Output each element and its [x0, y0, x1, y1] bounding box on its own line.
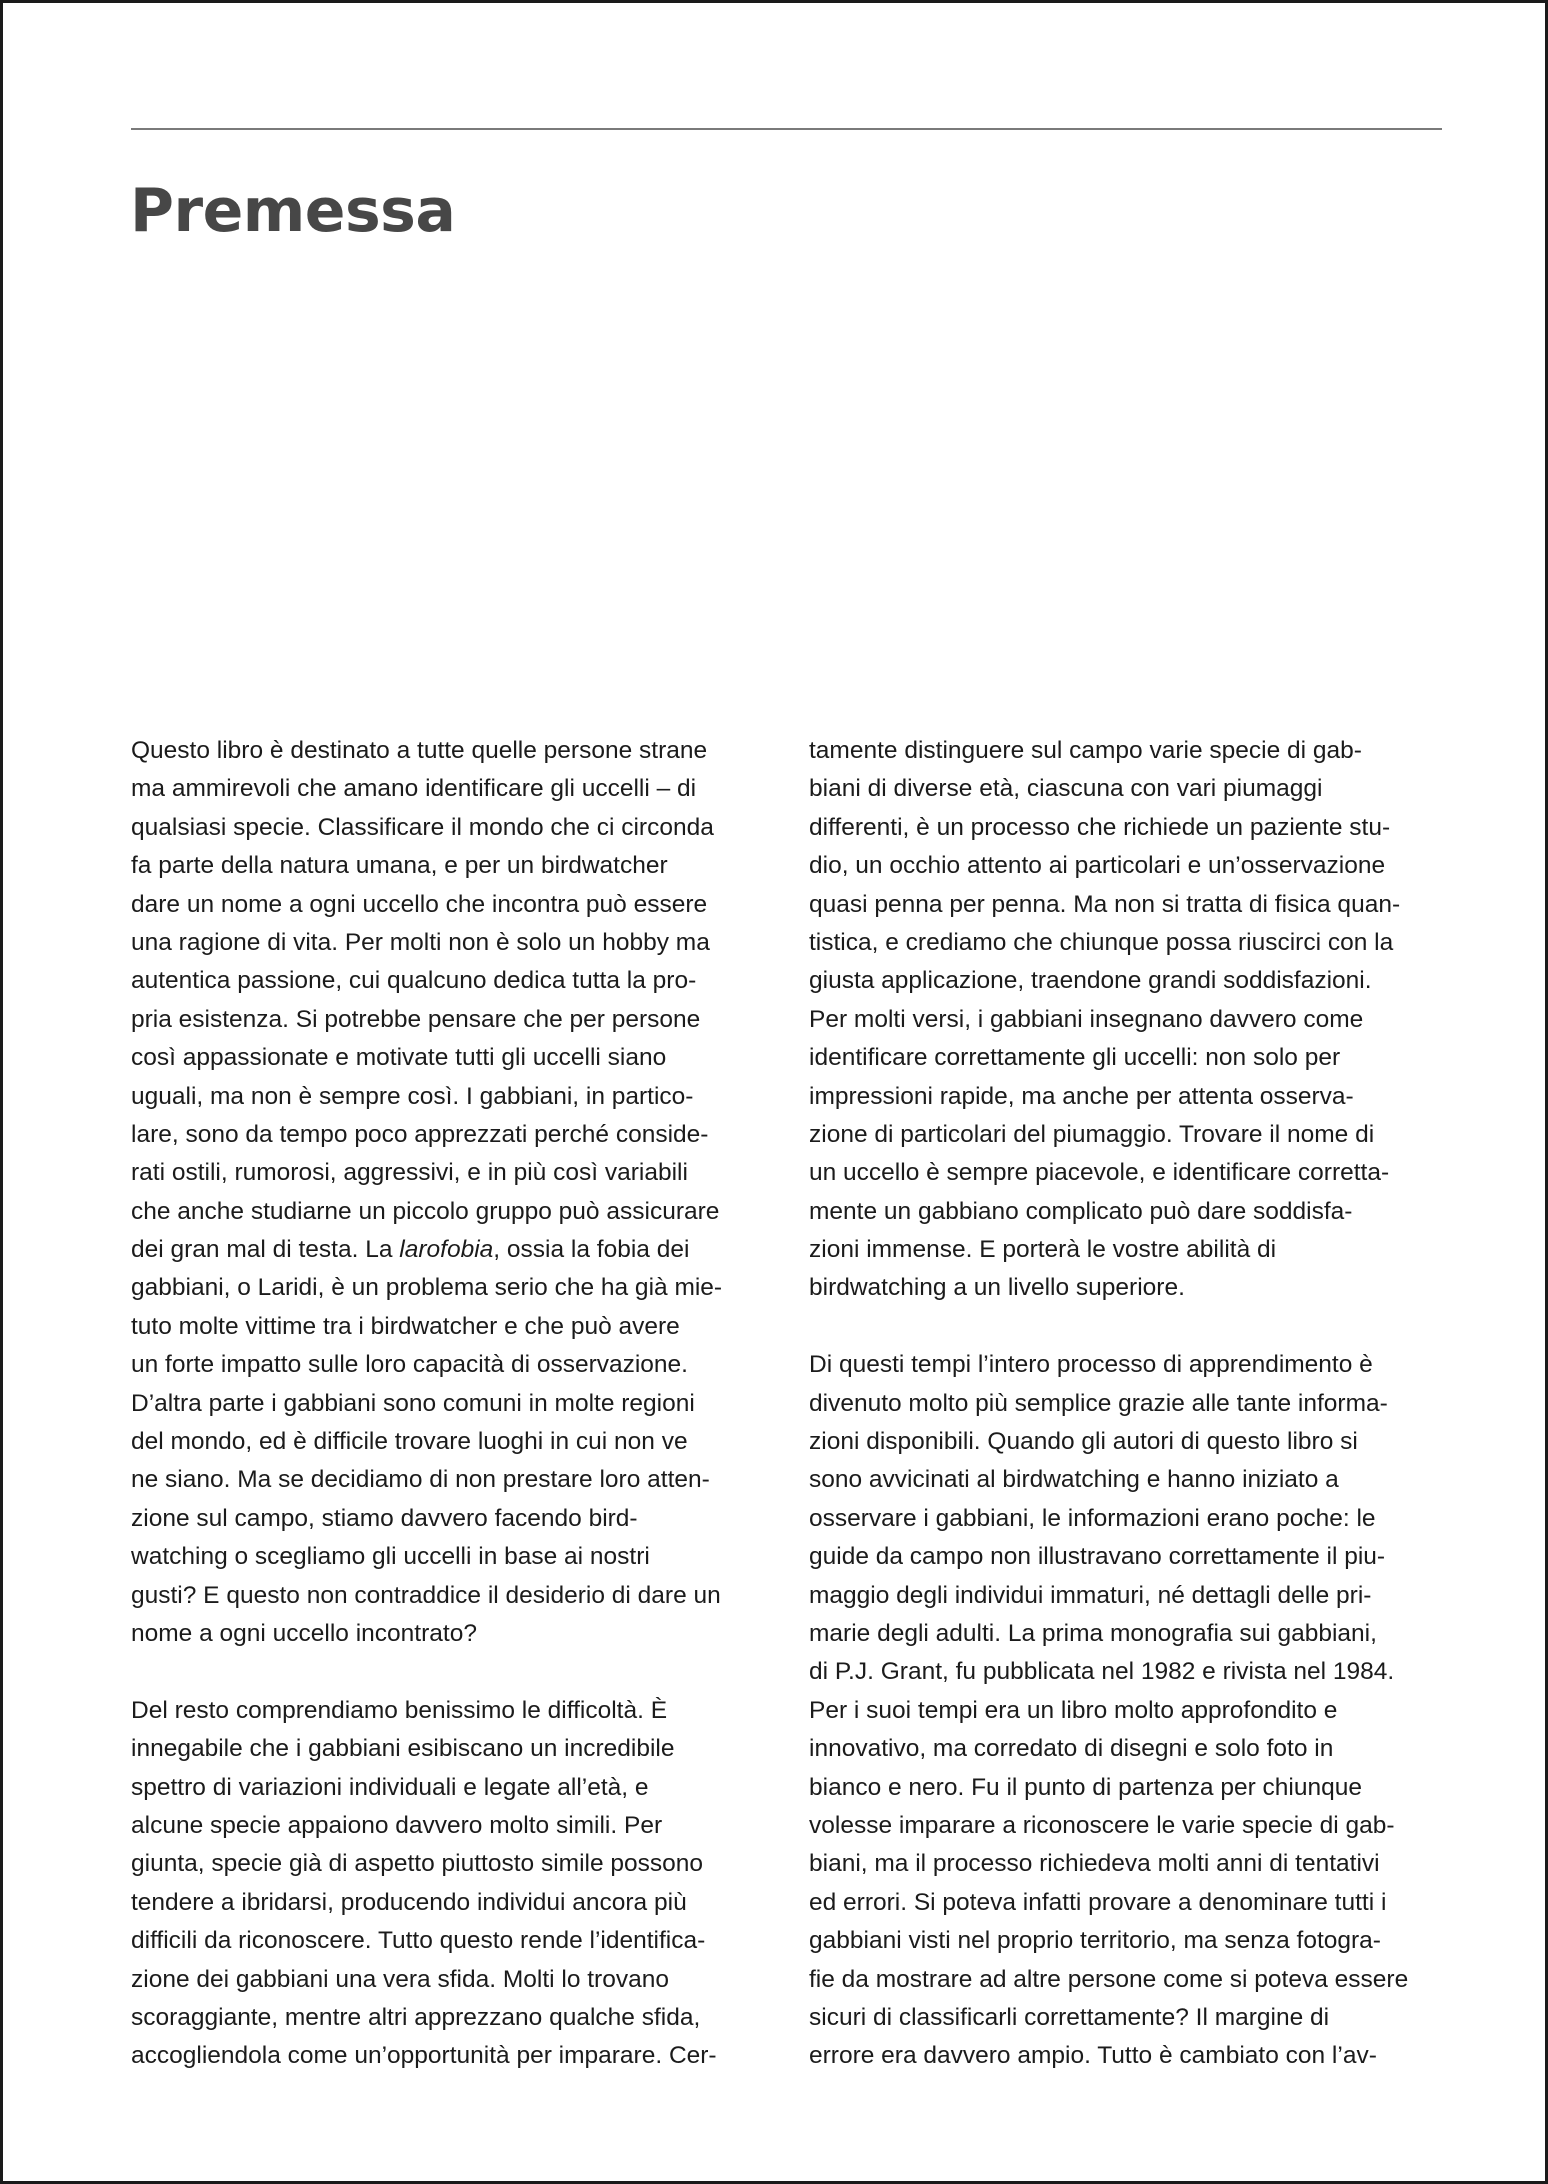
text-line: qualsiasi specie. Classificare il mondo che ci circonda [131, 813, 714, 841]
text-line: zione sul campo, stiamo davvero facendo bird- [131, 1504, 638, 1532]
paragraph [809, 1346, 1449, 2075]
text-line: marie degli adulti. La prima monografia sui gabbiani, [809, 1619, 1377, 1647]
text-line: quasi penna per penna. Ma non si tratta di fisica quan- [809, 890, 1401, 918]
text-line: del mondo, ed è difficile trovare luoghi in cui non ve [131, 1428, 688, 1456]
text-line: Di questi tempi l’intero processo di apprendimento è [809, 1351, 1373, 1379]
text-line: dio, un occhio attento ai particolari e un’osservazione [809, 852, 1386, 880]
text-line: Del resto comprendiamo benissimo le difficoltà. È [131, 1696, 668, 1724]
text-line: che anche studiarne un piccolo gruppo può assicurare [131, 1197, 720, 1225]
text-line: spettro di variazioni individuali e legate all’età, e [131, 1773, 649, 1801]
text-line: alcune specie appaiono davvero molto simili. Per [131, 1811, 663, 1839]
paragraph [131, 732, 771, 1653]
text-line: autentica passione, cui qualcuno dedica tutta la pro- [131, 967, 697, 995]
text-line: zione di particolari del piumaggio. Trovare il nome di [809, 1120, 1375, 1148]
text-line: lare, sono da tempo poco apprezzati perché conside- [131, 1120, 709, 1148]
text-line: tistica, e crediamo che chiunque possa riuscirci con la [809, 928, 1394, 956]
text-line: innegabile che i gabbiani esibiscano un incredibile [131, 1735, 675, 1763]
text-line: tamente distinguere sul campo varie specie di gab- [809, 737, 1362, 764]
text-line [131, 1231, 771, 1269]
text-line: gusti? E questo non contraddice il desiderio di dare un [131, 1581, 721, 1609]
text-line: D’altra parte i gabbiani sono comuni in molte regioni [131, 1389, 695, 1417]
text-line: bianco e nero. Fu il punto di partenza per chiunque [809, 1773, 1362, 1801]
text-line: maggio degli individui immaturi, né dettagli delle pri- [809, 1581, 1372, 1609]
paragraph [131, 1692, 771, 2076]
text-line: gabbiani, o Laridi, è un problema serio che ha già mie- [131, 1274, 723, 1302]
text-line: birdwatching a un livello superiore. [809, 1274, 1185, 1302]
text-segment: , ossia la fobia dei [493, 1236, 690, 1264]
header-rule [131, 128, 1442, 130]
text-line: watching o scegliamo gli uccelli in base ai nostri [131, 1543, 650, 1571]
paragraph [809, 732, 1449, 1308]
text-line: Per i suoi tempi era un libro molto approfondito e [809, 1696, 1338, 1724]
text-line: zioni disponibili. Quando gli autori di questo libro si [809, 1428, 1358, 1456]
text-line: sono avvicinati al birdwatching e hanno iniziato a [809, 1466, 1339, 1494]
text-line: osservare i gabbiani, le informazioni erano poche: le [809, 1504, 1376, 1532]
text-line: così appassionate e motivate tutti gli uccelli siano [131, 1044, 667, 1072]
text-line: fie da mostrare ad altre persone come si poteva essere [809, 1965, 1409, 1993]
paragraph-gap [809, 1308, 1449, 1346]
text-line: zioni immense. E porterà le vostre abilità di [809, 1236, 1277, 1264]
paragraph-gap [131, 1653, 771, 1691]
text-line: giunta, specie già di aspetto piuttosto simile possono [131, 1850, 704, 1878]
text-line: rati ostili, rumorosi, aggressivi, e in più così variabili [131, 1159, 688, 1187]
text-line: un forte impatto sulle loro capacità di osservazione. [131, 1351, 688, 1379]
text-line: gabbiani visti nel proprio territorio, ma senza fotogra- [809, 1927, 1381, 1955]
text-line: tendere a ibridarsi, producendo individui ancora più [131, 1888, 687, 1916]
text-line: nome a ogni uccello incontrato? [131, 1619, 477, 1647]
text-line: giusta applicazione, traendone grandi soddisfazioni. [809, 967, 1372, 995]
text-column-right [809, 732, 1449, 2076]
text-line: mente un gabbiano complicato può dare soddisfa- [809, 1197, 1353, 1225]
text-line: tuto molte vittime tra i birdwatcher e che può avere [131, 1312, 680, 1340]
text-line: uguali, ma non è sempre così. I gabbiani, in partico- [131, 1082, 694, 1110]
text-line: dare un nome a ogni uccello che incontra può essere [131, 890, 708, 918]
text-line: pria esistenza. Si potrebbe pensare che per persone [131, 1005, 701, 1033]
text-line: sicuri di classificarli correttamente? Il margine di [809, 2003, 1330, 2031]
text-line: ne siano. Ma se decidiamo di non prestare loro atten- [131, 1466, 710, 1494]
text-line: volesse imparare a riconoscere le varie specie di gab- [809, 1811, 1395, 1839]
italic-term: larofobia [399, 1236, 494, 1264]
text-line: impressioni rapide, ma anche per attenta osserva- [809, 1082, 1354, 1110]
text-line: di P.J. Grant, fu pubblicata nel 1982 e rivista nel 1984. [809, 1658, 1395, 1686]
text-line: errore era davvero ampio. Tutto è cambiato con l’av- [809, 2042, 1377, 2070]
text-line: differenti, è un processo che richiede un paziente stu- [809, 813, 1391, 841]
text-line: fa parte della natura umana, e per un birdwatcher [131, 852, 668, 880]
text-line: innovativo, ma corredato di disegni e solo foto in [809, 1735, 1334, 1763]
text-column-left [131, 732, 771, 2076]
page-title: Premessa [130, 176, 456, 246]
text-line: Per molti versi, i gabbiani insegnano davvero come [809, 1005, 1364, 1033]
text-line: biani di diverse età, ciascuna con vari piumaggi [809, 775, 1323, 803]
text-line: ed errori. Si poteva infatti provare a denominare tutti i [809, 1888, 1387, 1916]
text-line: una ragione di vita. Per molti non è solo un hobby ma [131, 928, 710, 956]
text-segment: dei gran mal di testa. La [131, 1236, 400, 1264]
text-line: ma ammirevoli che amano identificare gli uccelli – di [131, 775, 697, 803]
text-line: divenuto molto più semplice grazie alle tante informa- [809, 1389, 1388, 1417]
text-line: zione dei gabbiani una vera sfida. Molti lo trovano [131, 1965, 669, 1993]
text-line: difficili da riconoscere. Tutto questo rende l’identifica- [131, 1927, 706, 1955]
text-line: biani, ma il processo richiedeva molti anni di tentativi [809, 1850, 1380, 1878]
text-line: un uccello è sempre piacevole, e identificare corretta- [809, 1159, 1390, 1187]
text-line: guide da campo non illustravano correttamente il piu- [809, 1543, 1386, 1571]
text-line: identificare correttamente gli uccelli: non solo per [809, 1044, 1341, 1072]
text-line: accogliendola come un’opportunità per imparare. Cer- [131, 2042, 717, 2070]
text-line: Questo libro è destinato a tutte quelle persone strane [131, 737, 708, 764]
text-line: scoraggiante, mentre altri apprezzano qualche sfida, [131, 2003, 701, 2031]
